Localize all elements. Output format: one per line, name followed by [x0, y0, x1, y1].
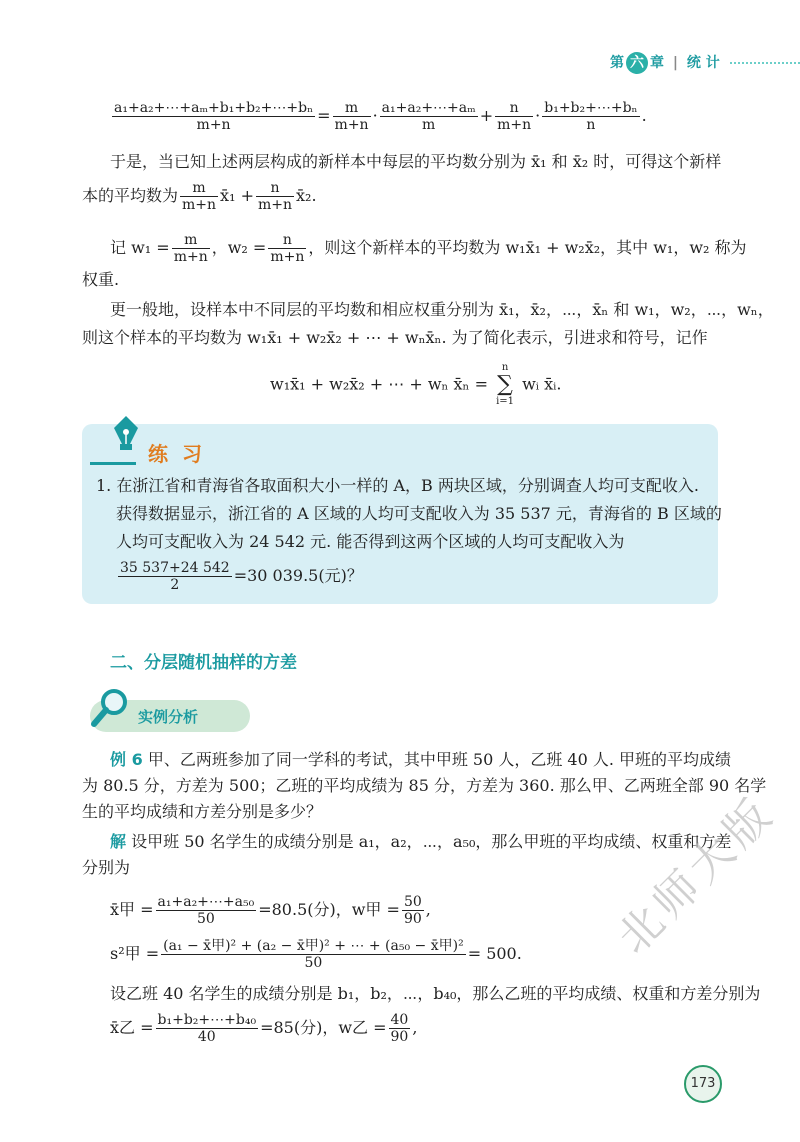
solution-line: 设乙班 40 名学生的成绩分别是 b₁，b₂，⋯，b₄₀，那么乙班的平均成绩、权重和方差分别为 [110, 984, 761, 1003]
magnifier-icon [88, 686, 132, 730]
paragraph-line: 则这个样本的平均数为 w₁x̄₁ + w₂x̄₂ + ⋯ + wₙx̄ₙ. 为了简化表示，引进求和符号，记作 [82, 328, 708, 347]
chapter-suffix: 章 [650, 55, 664, 71]
example-line: 例 6 甲、乙两班参加了同一学科的考试，其中甲班 50 人，乙班 40 人. 甲班的平均成绩 [110, 750, 732, 769]
practice-question-line: 人均可支配收入为 24 542 元. 能否得到这两个区域的人均可支配收入为 [116, 532, 625, 551]
formula-weighted-mean: $\frac{\text{a₁+a₂+⋯+aₘ+b₁+b₂+⋯+bₙ}}{m+n}$ = $\frac{m}{m+n}$ · $\frac{\text{a₁+a₂+⋯+aₘ}}{m}$ + $\frac{n}{m+n}$ · $\frac{\text{b₁+b₂+⋯+bₙ}}{n}$ . [114, 100, 647, 133]
fountain-pen-icon [108, 414, 144, 454]
paragraph-line: 权重. [82, 270, 120, 289]
paragraph-line: 更一般地，设样本中不同层的平均数和相应权重分别为 x̄₁，x̄₂，⋯，x̄ₙ 和 w₁，w₂，⋯，wₙ， [110, 300, 774, 319]
example-label: 例 6 [110, 750, 143, 769]
page-header [0, 0, 800, 80]
solution-line: 解 设甲班 50 名学生的成绩分别是 a₁，a₂，⋯，a₅₀，那么甲班的平均成绩、权重和方差 [110, 832, 732, 851]
page-number-badge [684, 1065, 722, 1103]
page-number: 173 [690, 1076, 716, 1091]
solution-label: 解 [110, 832, 127, 851]
chapter-title: 统 计 [686, 55, 720, 71]
formula-mean-jia: x̄甲 = $\frac{\text{a₁+a₂+⋯+a₅₀}}{50}$ =80.5(分)，w甲 = $\frac{50}{90}$ , [110, 894, 431, 927]
chapter-prefix: 第 [610, 55, 624, 71]
practice-question-line: 获得数据显示，浙江省的 A 区域的人均可支配收入为 35 537 元，青海省的 B 区域的 [116, 504, 722, 523]
example-line: 为 80.5 分，方差为 500；乙班的平均成绩为 85 分，方差为 360. 那么甲、乙两班全部 90 名学 [82, 776, 767, 795]
paragraph-line: 于是，当已知上述两层构成的新样本中每层的平均数分别为 x̄₁ 和 x̄₂ 时，可得这个新样 [110, 152, 722, 171]
formula-mean-yi: x̄乙 = $\frac{\text{b₁+b₂+⋯+b₄₀}}{40}$ =85(分)，w乙 = $\frac{40}{90}$ , [110, 1012, 418, 1045]
watermark: 北师大版 [607, 786, 786, 964]
paragraph-line: 记 w₁ = $\frac{m}{m+n}$ ，w₂ = $\frac{n}{m+n}$ ，则这个新样本的平均数为 w₁x̄₁ + w₂x̄₂，其中 w₁，w₂ 称为 [110, 232, 747, 265]
formula-variance-jia: s²甲 = $\frac{\text{(a₁ − x̄甲)² + (a₂ − x̄甲)² + ⋯ + (a₅₀ − x̄甲)²}}{50}$ = 500. [110, 938, 522, 971]
example-line: 生的平均成绩和方差分别是多少？ [82, 802, 323, 821]
practice-underline [90, 462, 136, 465]
practice-question-line: 1. 在浙江省和青海省各取面积大小一样的 A，B 两块区域，分别调查人均可支配收入. [96, 476, 699, 495]
chapter-number-badge: 六 [626, 52, 648, 74]
paragraph-line: 本的平均数为 $\frac{m}{m+n}$ x̄₁ + $\frac{n}{m+n}$ x̄₂. [82, 180, 317, 213]
practice-question-formula: $\frac{35 537+24 542}{2}$ =30 039.5(元)？ [120, 560, 363, 593]
practice-title: 练习 [148, 442, 216, 466]
section-heading: 二、分层随机抽样的方差 [110, 653, 297, 673]
chapter-label: 第 六 章 | 统 计 [610, 52, 720, 74]
formula-summation: w₁x̄₁ + w₂x̄₂ + ⋯ + wₙ x̄ₙ = n ∑ i=1 wᵢ x̄ᵢ. [270, 362, 562, 407]
solution-line: 分别为 [82, 858, 131, 877]
example-analysis-label: 实例分析 [138, 708, 199, 726]
header-dotted-line [730, 62, 800, 64]
